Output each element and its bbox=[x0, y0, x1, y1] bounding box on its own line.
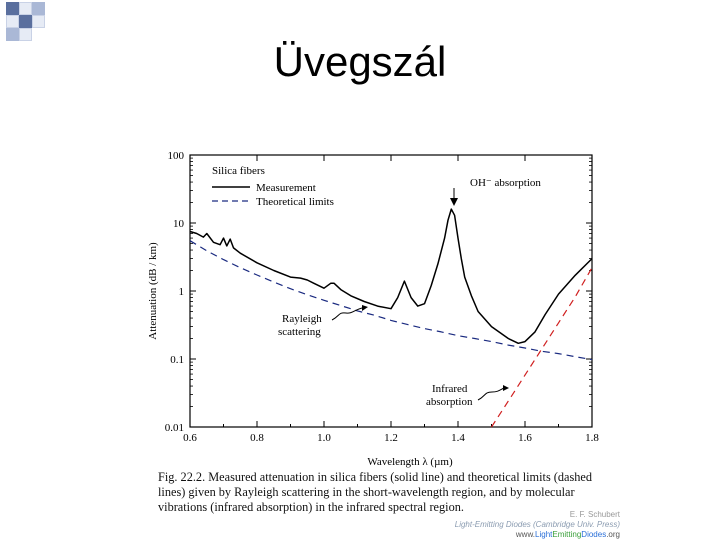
chart-axes bbox=[190, 155, 592, 427]
annotation-rayleigh-arrowhead bbox=[362, 305, 368, 311]
annotation-oh-arrowhead bbox=[450, 198, 458, 206]
legend-title: Silica fibers bbox=[212, 165, 265, 177]
chart-ticks bbox=[165, 150, 600, 444]
series-infrared-absorption bbox=[492, 268, 593, 427]
credit-book: Light-Emitting Diodes (Cambridge Univ. Press) bbox=[454, 520, 620, 529]
x-tick-label: 0.8 bbox=[250, 432, 264, 444]
x-tick-label: 1.4 bbox=[451, 432, 465, 444]
credit-website-emitting: Emitting bbox=[552, 530, 582, 539]
credit-website-prefix: www. bbox=[515, 530, 536, 539]
slide-title: Üvegszál bbox=[273, 38, 447, 85]
series-measurement bbox=[190, 209, 592, 343]
annotation-infrared-arrow bbox=[478, 388, 504, 400]
legend-entry-theoretical: Theoretical limits bbox=[256, 196, 334, 208]
chart-series bbox=[190, 209, 592, 427]
x-tick-label: 1.0 bbox=[317, 432, 331, 444]
plot-frame bbox=[190, 155, 592, 427]
y-tick-label: 100 bbox=[167, 150, 184, 162]
y-tick-label: 1 bbox=[178, 286, 184, 298]
legend-entry-measurement: Measurement bbox=[256, 182, 316, 194]
credit-website-suffix: .org bbox=[606, 530, 620, 539]
chart-legend bbox=[212, 165, 334, 208]
credit-website-diodes: Diodes bbox=[581, 530, 607, 539]
y-tick-label: 10 bbox=[173, 218, 184, 230]
x-tick-label: 1.2 bbox=[384, 432, 398, 444]
y-tick-label: 0.01 bbox=[164, 422, 184, 434]
x-tick-label: 1.6 bbox=[518, 432, 532, 444]
y-tick-label: 0.1 bbox=[170, 354, 184, 366]
annotation-infrared-line2: absorption bbox=[426, 396, 473, 408]
annotation-oh-absorption: OH⁻ absorption bbox=[470, 177, 541, 189]
annotation-infrared-line1: Infrared bbox=[432, 383, 468, 395]
x-axis-label: Wavelength λ (µm) bbox=[367, 456, 453, 468]
x-tick-label: 1.8 bbox=[585, 432, 599, 444]
figure-caption: Fig. 22.2. Measured attenuation in silica fibers (solid line) and theoretical limits (dashed lines) given by Rayleigh scattering in the short-wavelength region, and by molecular vibrations (infrared absorption) in the infrared spectral region. bbox=[158, 470, 593, 514]
credit-author: E. F. Schubert bbox=[569, 510, 620, 519]
annotation-rayleigh-line1: Rayleigh bbox=[282, 313, 322, 325]
y-axis-label: Attenuation (dB / km) bbox=[147, 242, 159, 340]
annotation-infrared-arrowhead bbox=[503, 385, 509, 391]
annotation-rayleigh-arrow bbox=[332, 308, 362, 320]
attenuation-chart bbox=[140, 140, 610, 470]
credit-website bbox=[516, 530, 620, 540]
annotation-rayleigh-line2: scattering bbox=[278, 326, 321, 338]
x-tick-label: 0.6 bbox=[183, 432, 197, 444]
credit-website-light: Light bbox=[535, 530, 553, 539]
